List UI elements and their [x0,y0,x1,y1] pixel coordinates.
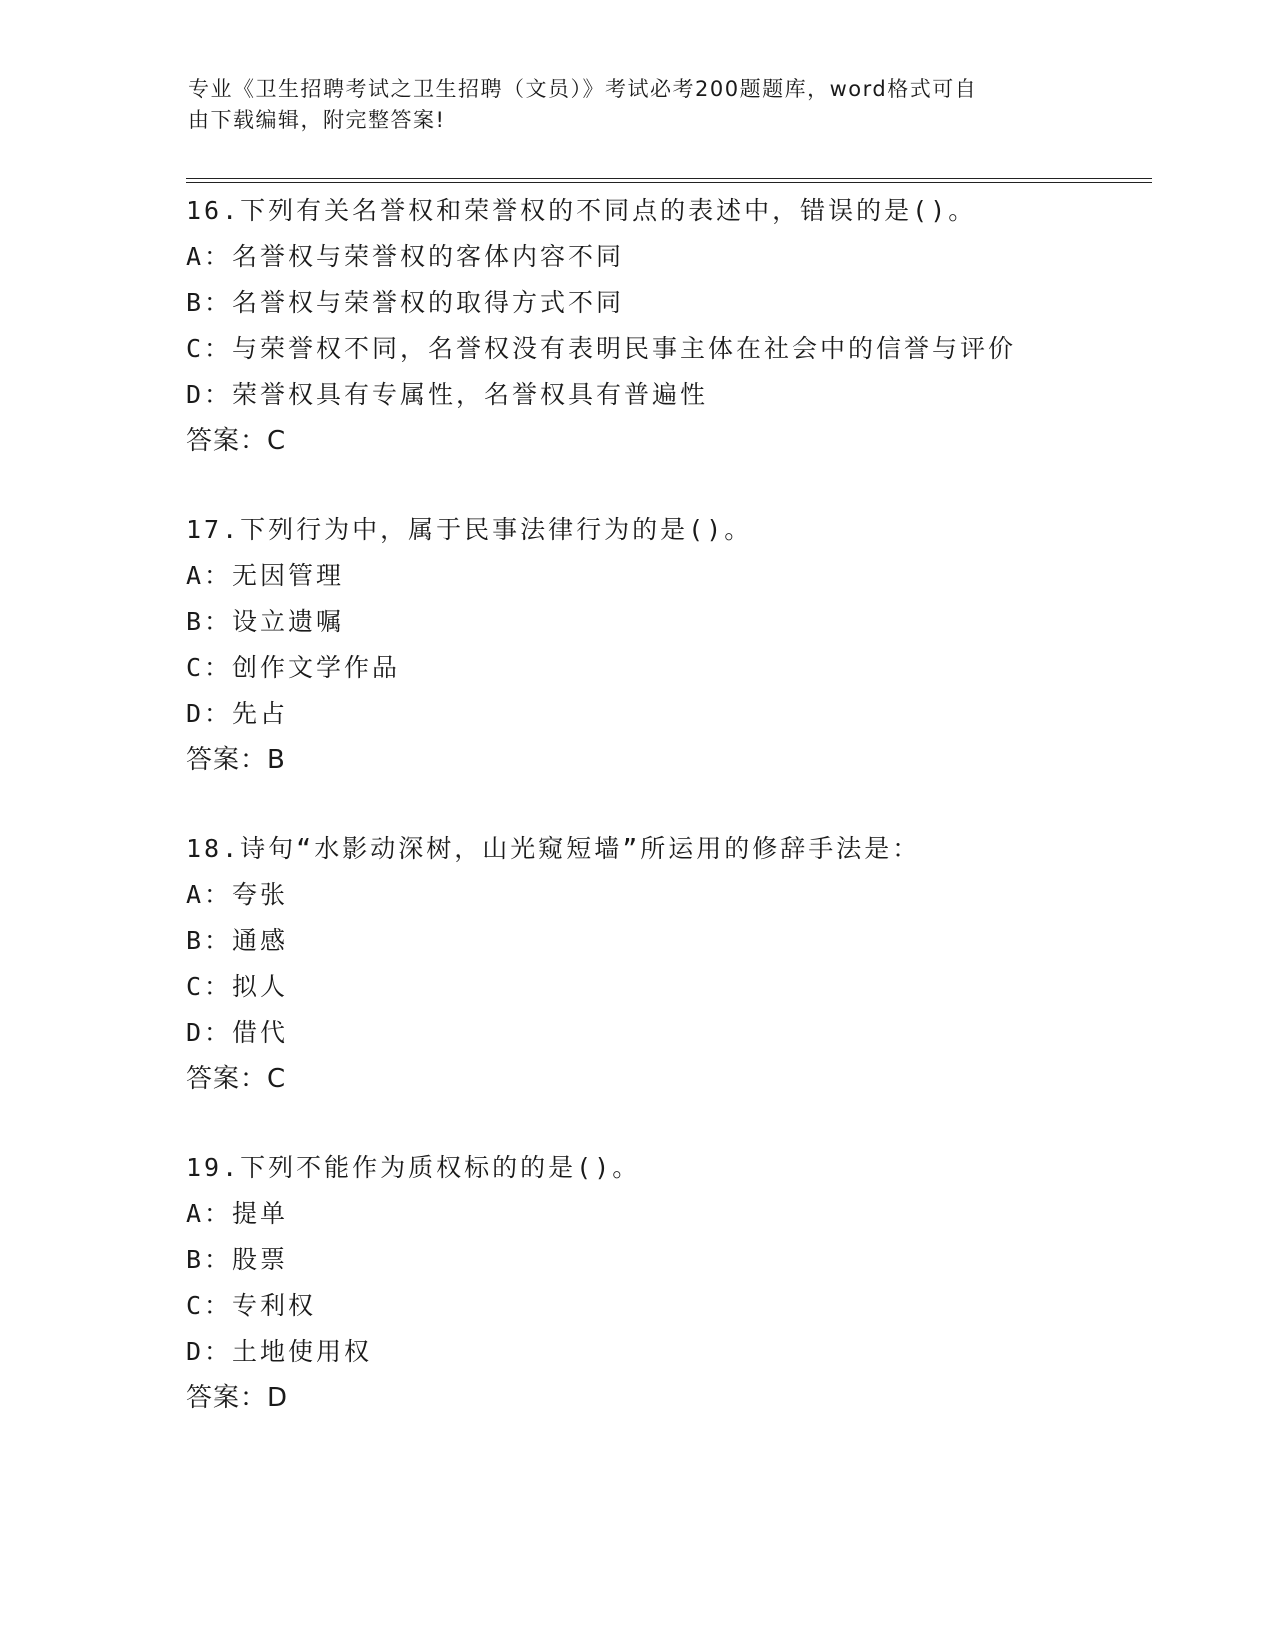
option-c: C：拟人 [186,972,289,1001]
question-stem: 17.下列行为中，属于民事法律行为的是()。 [186,515,753,544]
question-stem: 18.诗句“水影动深树，山光窥短墙”所运用的修辞手法是： [186,834,921,863]
question-stem: 19.下列不能作为质权标的的是()。 [186,1153,641,1182]
option-a: A：无因管理 [186,561,345,590]
answer-line: 答案：C [186,426,287,456]
header-line-1: 专业《卫生招聘考试之卫生招聘（文员）》考试必考200题题库，word格式可自 [188,77,978,101]
answer-line: 答案：D [186,1383,289,1413]
question-19 [186,1145,1186,1421]
option-d: D：借代 [186,1018,289,1047]
option-a: A：提单 [186,1199,289,1228]
option-b: B：设立遗嘱 [186,607,345,636]
question-17 [186,507,1186,783]
option-d: D：先占 [186,699,289,728]
option-a: A：名誉权与荣誉权的客体内容不同 [186,242,625,271]
option-c: C：与荣誉权不同，名誉权没有表明民事主体在社会中的信誉与评价 [186,334,1017,363]
answer-line: 答案：B [186,745,286,775]
header-divider-top [186,178,1152,179]
option-b: B：股票 [186,1245,289,1274]
question-stem: 16.下列有关名誉权和荣誉权的不同点的表述中，错误的是()。 [186,196,977,225]
option-b: B：通感 [186,926,289,955]
question-16 [186,188,1186,464]
option-b: B：名誉权与荣誉权的取得方式不同 [186,288,625,317]
header-divider-bottom [186,182,1152,183]
option-d: D：荣誉权具有专属性，名誉权具有普遍性 [186,380,709,409]
document-header [188,74,1068,136]
answer-line: 答案：C [186,1064,287,1094]
question-18 [186,826,1186,1102]
header-line-2: 由下载编辑，附完整答案! [188,108,446,132]
option-d: D：土地使用权 [186,1337,373,1366]
option-c: C：专利权 [186,1291,317,1320]
option-a: A：夸张 [186,880,289,909]
option-c: C：创作文学作品 [186,653,401,682]
